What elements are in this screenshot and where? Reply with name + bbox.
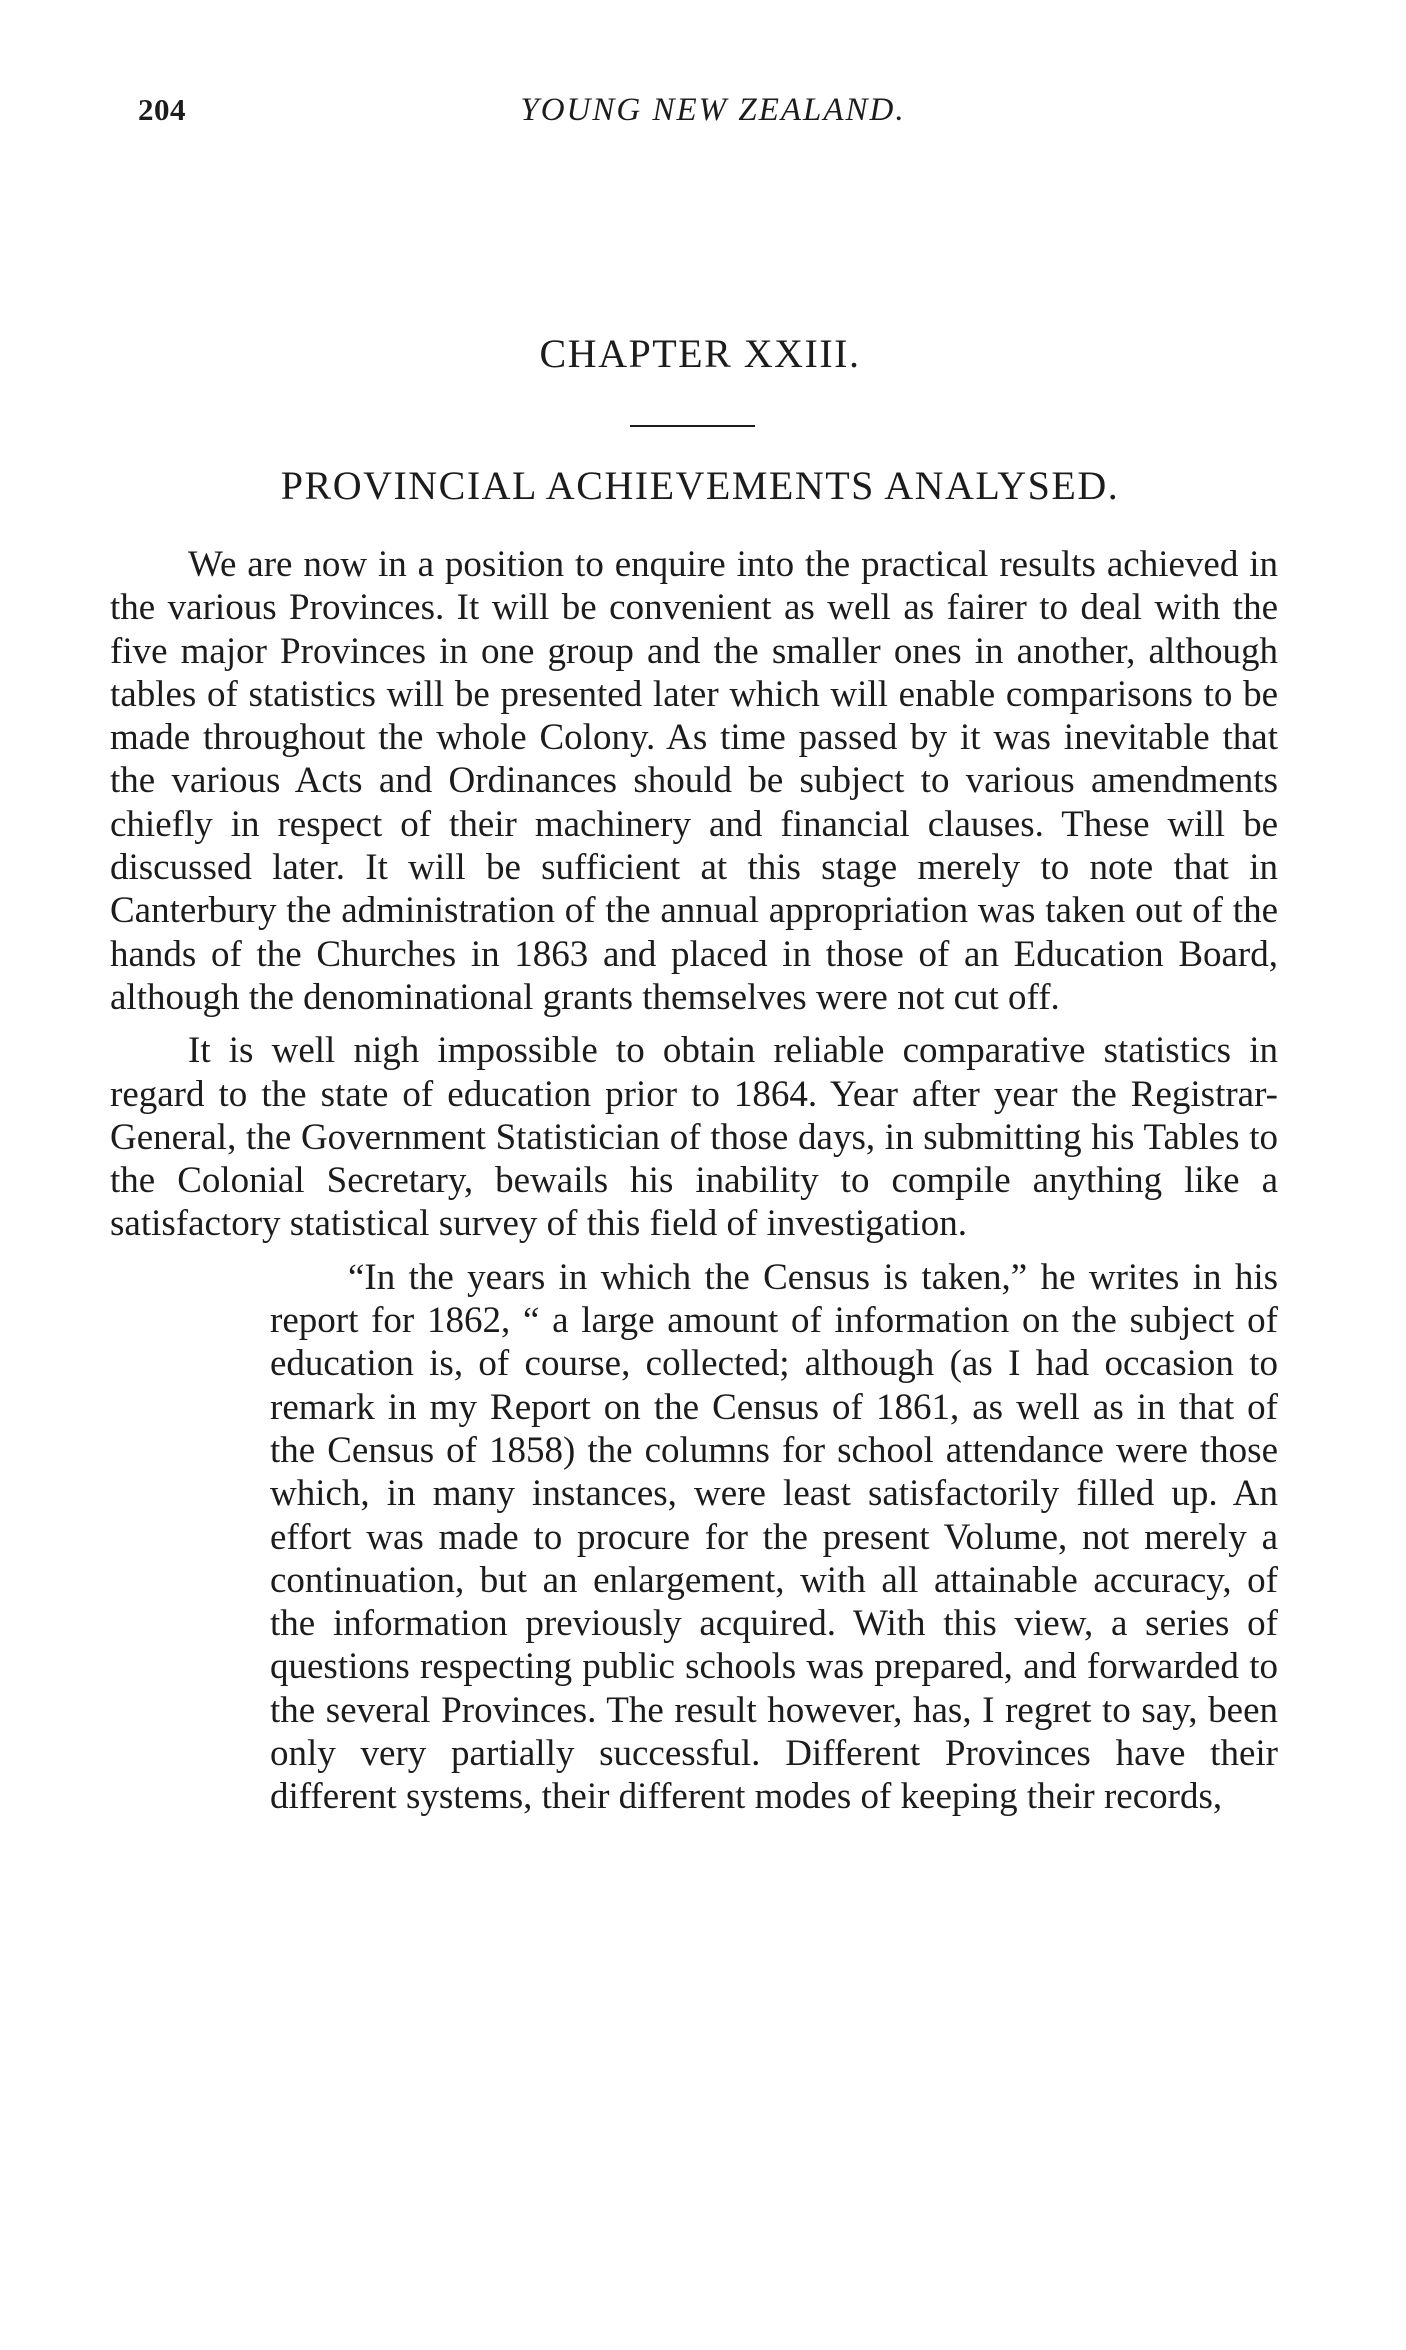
chapter-number: CHAPTER XXIII. (539, 331, 861, 376)
chapter-title: PROVINCIAL ACHIEVEMENTS ANALYSED. (280, 463, 1120, 508)
paragraph-1: We are now in a position to enquire into the practical results achieved in the various Provinces. It will be convenient as well as fairer to deal with the five major Provinces in one group and the smaller ones in another, although tables of statistics will be presented later which will enable comparisons to be made throughout the whole Colony. As time passed by it was inevitable that the various Acts and Ordinances should be subject to various amendments chiefly in respect of their machinery and financial clauses. These will be discussed later. It will be sufficient at this stage merely to note that in Canterbury the administration of the annual appropriation was taken out of the hands of the Churches in 1863 and placed in those of an Education Board, although the denominational grants themselves were not cut off. (110, 544, 1278, 1018)
block-quote: “In the years in which the Census is taken,” he writes in his report for 1862, “ a large amount of information on the subject of education is, of course, collected; although (as I had occasion to remark in my Report on the Census of 1861, as well as in that of the Census of 1858) the columns for school attendance were those which, in many instances, were least satisfactorily filled up. An effort was made to procure for the present Volume, not merely a continuation, but an enlargement, with all attainable accuracy, of the information previously acquired. With this view, a series of questions respecting public schools was prepared, and forwarded to the several Provinces. The result however, has, I regret to say, been only very partially successful. Different Provinces have their different systems, their different modes of keeping their records, (270, 1256, 1278, 1818)
body-text (110, 543, 1278, 1819)
running-title: YOUNG NEW ZEALAND. (520, 92, 906, 128)
page-number: 204 (138, 92, 186, 127)
paragraph-2: It is well nigh impossible to obtain reliable comparative statistics in regard to the state of education prior to 1864. Year after year the Registrar-General, the Government Statistician of those days, in submitting his Tables to the Colonial Secretary, bewails his inability to compile anything like a satisfactory statistical survey of this field of investigation. (110, 1030, 1278, 1245)
chapter-divider (630, 425, 755, 427)
running-head (138, 92, 1288, 138)
